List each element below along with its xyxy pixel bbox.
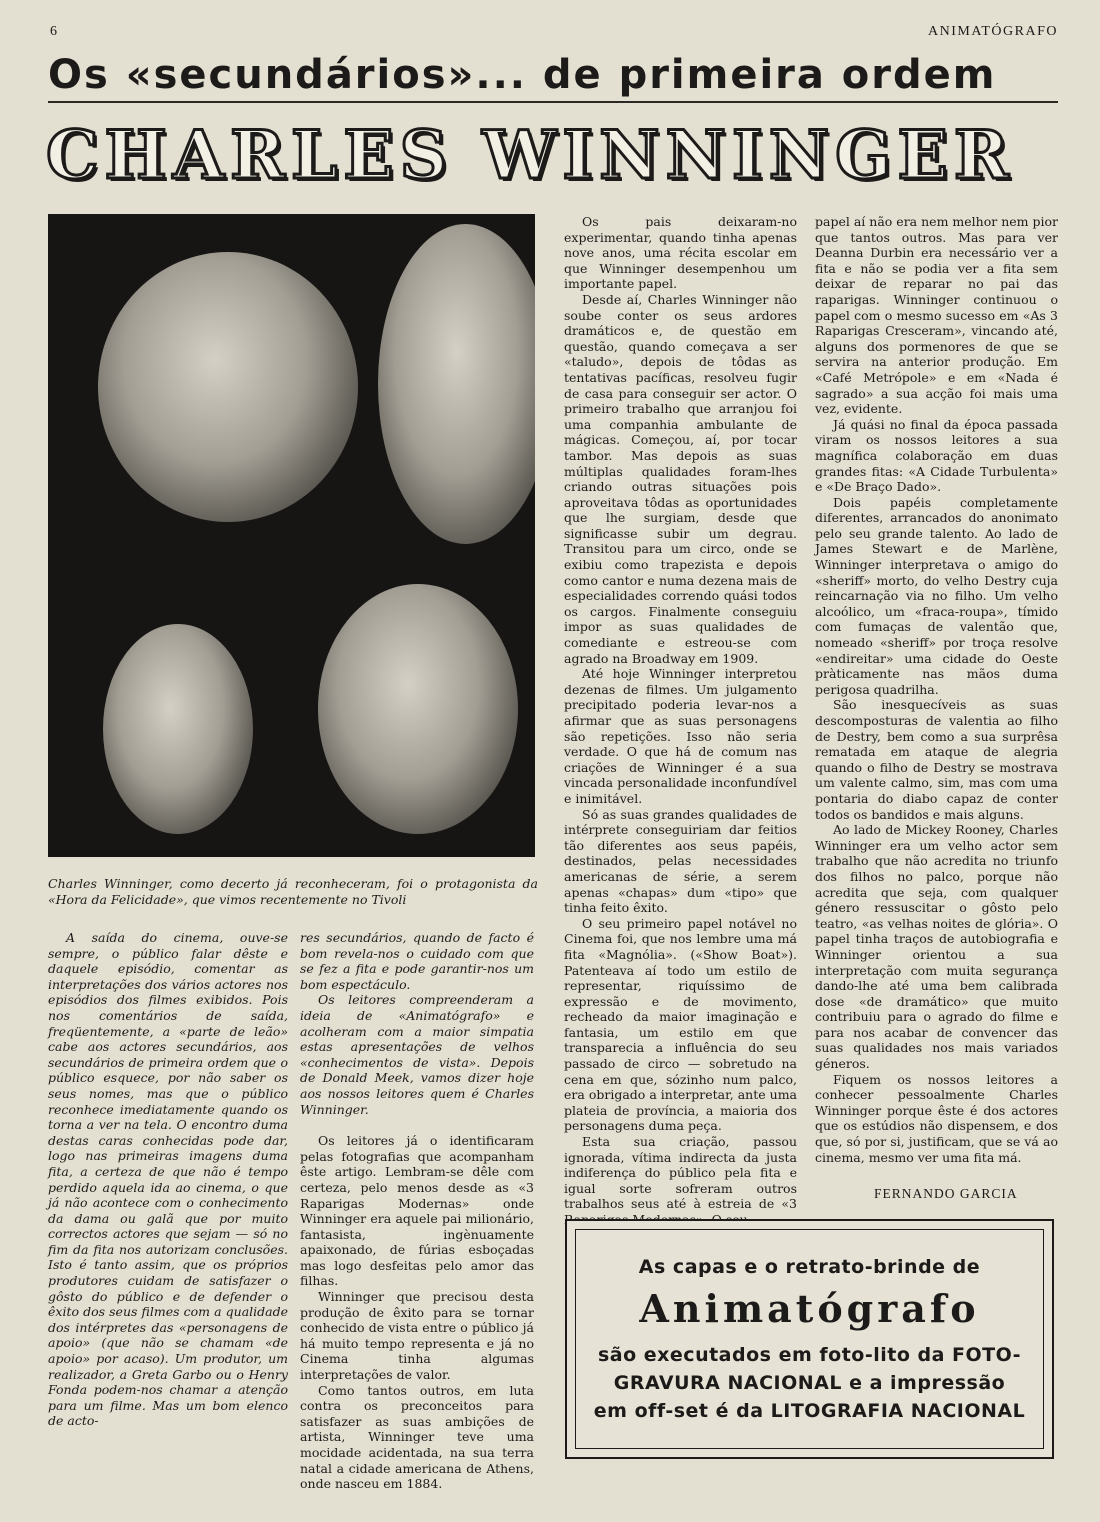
paragraph: Fiquem os nossos leitores a conhecer pessoalmente Charles Winninger porque êste é dos actores que os estúdios não dispensem, e dos que, só por si, justificam, que se vá ao cinema, mesmo ver uma fita má. [815, 1071, 1058, 1165]
paragraph: papel aí não era nem melhor nem pior que tantos outros. Mas para ver Deanna Durbin era necessário ver a fita e não se podia ver a fita sem deixar de reparar no pai das raparigas. Winninger continuou o papel com o mesmo sucesso em «As 3 Raparigas Cresceram», vincando até, alguns dos pormenores de que se servira na anterior produção. Em «Café Metrópole» e em «Nada é sagrado» a sua acção foi mais uma vez, evidente. [815, 214, 1058, 417]
paragraph: Até hoje Winninger interpretou dezenas de filmes. Um julgamento precipitado poderia levar-nos a afirmar que as suas personagens são repetições. Isso não seria verdade. O que há de comum nas criações de Winninger é a sua vincada personalidade inconfundível e inimitável. [564, 666, 797, 806]
advertisement-inner-frame [575, 1229, 1044, 1449]
paragraph: Os leitores compreenderam a ideia de «Animatógrafo» e acolheram com a maior simpatia estas apresentações de velhos «conhecimentos de vista». Depois de Donald Meek, vamos dizer hoje aos nossos leitores quem é Charles Winninger. [300, 992, 534, 1117]
paragraph: Esta sua criação, passou ignorada, vítima indirecta da justa indiferença do público pela fita e igual sorte sofreram outros trabalhos seus até à estreia de «3 [564, 1134, 797, 1212]
title-rule [48, 101, 1058, 103]
paragraph: Já quási no final da época passada viram os nossos leitores a sua magnífica colaboração em duas grandes fitas: «A Cidade Turbulenta» e «De Braço Dado». [815, 416, 1058, 495]
paragraph: São inesquecíveis as suas descomposturas de valentia ao filho de Destry, bem como a sua surprêsa rematada em ataque de alegria quando o filho de Destry se mostrava um valente calmo, sim, mas com uma pontaria do diabo capaz de conter todos os bandidos e mais alguns. [815, 697, 1058, 822]
ad-line-3: GRAVURA NACIONAL e a impressão [613, 1372, 1006, 1394]
paragraph: Ao lado de Mickey Rooney, Charles Winninger era um velho actor sem trabalho que não acredita no triunfo dos filhos no palco, porque não acredita que seja, com qualquer género ressuscitar o gôsto pelo teatro, «as velhas noites de glória». O papel tinha traços de autobiografia e Winninger orientou a sua interpretação com muita segurança dando-lhe até uma bem calibrada dose «de dramático» que muito contribuiu para o agrado do filme e para nos acabar de convencer das suas qualidades nos mais variados géneros. [815, 822, 1058, 1072]
page-number: 6 [50, 24, 58, 39]
portrait-face-laughing [98, 252, 358, 522]
advertisement-box [565, 1219, 1054, 1459]
paragraph: res secundários, quando de facto é bom revela-nos o cuidado com que se fez a fita e pode garantir-nos um bom espectáculo. [300, 930, 534, 992]
page-title: CHARLES WINNINGER [46, 116, 1015, 194]
ad-line-2: são executados em foto-lito da FOTO- [597, 1344, 1022, 1366]
paragraph: A saída do cinema, ouve-se sempre, o público falar dêste e daquele episódio, comentar as interpretações dos vários actores nos episódios dos filmes exibidos. Pois nos comentários de saída, freqüentemente, a «parte de leão» cabe aos actores secundários, aos secundários de primeira ordem que o público esquece, por não saber os seus nomes, mas que o público reconhece imediatamente quando os torna a ver na tela. O encontro duma destas caras conhecidas pode dar, logo nas primeiras imagens duma fita, a certeza de que não é tempo perdido aquela ida ao cinema, o que já não acontece com o conhecimento da dama ou galã que por muito correctos actores que sejam — só no fim da fita nos autorizam conclusões. Isto é tanto assim, que os próprios produtores cuidam de satisfazer o gôsto do público e de defender o êxito dos seus filmes com a qualidade dos intérpretes das «personagens de apoio» (que não se chamam «de apoio» por acaso). Um produtor, um realizador, a Greta Garbo ou o Henry Fonda podem-nos chamar a atenção para um filme. Mas um bom elenco de acto- [48, 930, 288, 1429]
paragraph: Dois papéis completamente diferentes, arrancados do anonimato pelo seu grande talento. Ao lado de James Stewart e de Marlène, Winninger interpretava o amigo do «sheriff» morto, do velho Destry cuja reincarnação via no filho. Um velho alcoólico, um «fraca-roupa», tímido com fumaças de valentão que, nomeado «sheriff» por troça resolve «endireitar» uma cidade do Oeste pràticamente nas mãos duma perigosa quadrilha. [815, 494, 1058, 697]
ad-line-4: em off-set é da LITOGRAFIA NACIONAL [593, 1400, 1026, 1422]
paragraph: Só as suas grandes qualidades de intérprete conseguiriam dar feitios tão diferentes aos seus papéis, destinados, pelas necessidades americanas de série, a serem apenas «chapas» dum «tipo» que tinha feito êxito. [564, 806, 797, 916]
article-column-3 [564, 214, 797, 1228]
portrait-face-solemn [318, 584, 518, 834]
article-column-4 [815, 214, 1058, 1165]
series-title: Os «secundários»... de primeira ordem [48, 52, 997, 98]
magazine-name: ANIMATÓGRAFO [927, 24, 1058, 39]
portrait-face-frowning [103, 624, 253, 834]
author-byline: FERNANDO GARCIA [874, 1186, 1018, 1201]
portrait-face-smiling [378, 224, 535, 544]
paragraph: Desde aí, Charles Winninger não soube conter os seus ardores dramáticos e, de questão em questão, quando começava a ser «taludo», depois de tôdas as tentativas pacíficas, resolveu fugir de casa para conseguir ser actor. O primeiro trabalho que arranjou foi uma companhia ambulante de mágicas. Começou, aí, por tocar tambor. Mas depois as suas múltiplas qualidades foram-lhes criando outras situações pois aproveitava tôdas as oportunidades que lhe surgiam, desde que significasse subir um degrau. Transitou para um circo, onde se exibiu como trapezista e depois como cantor e numa dezena mais de especialidades correndo quási todos os cargos. Finalmente conseguiu impor as suas qualidades de comediante e estreou-se com agrado na Broadway em 1909. [564, 291, 797, 666]
paragraph: Como tantos outros, em luta contra os preconceitos para satisfazer as suas ambições de artista, Winninger teve uma mocidade acidentada, na sua terra natal a cidade americana de Athens, onde nasceu em 1884. [300, 1382, 534, 1492]
ad-brand: Animatógrafo [639, 1286, 980, 1331]
photo-caption: Charles Winninger, como decerto já reconheceram, foi o protagonista da «Hora da Felicidade», que vimos recentemente no Tivoli [48, 876, 538, 907]
paragraph: Os leitores já o identificaram pelas fotografias que acompanham êste artigo. Lembram-se dêle com certeza, pelo menos desde as «3 Raparigas Modernas» onde Winninger era aquele pai milionário, fantasista, ingènuamente apaixonado, de fúrias esboçadas mas logo desfeitas pelo amor das filhas. [300, 1133, 534, 1289]
ad-line-1: As capas e o retrato-brinde de [638, 1256, 981, 1278]
article-column-2 [300, 930, 534, 1492]
paragraph: Winninger que precisou desta produção de êxito para se tornar conhecido de vista entre o público já há muito tempo representa e já no Cinema tinha algumas interpretações de valor. [300, 1289, 534, 1383]
portrait-montage-photo [48, 214, 535, 857]
paragraph: O seu primeiro papel notável no Cinema foi, que nos lembre uma má fita «Magnólia». («Show Boat»). Patenteava aí todo um estilo de representar, riquíssimo de expressão e de movimento, recheado da maior imaginação e fantasia, um estilo em que transparecia a influência do seu passado de circo — sobretudo na cena em que, sózinho num palco, era obrigado a interpretar, ante uma plateia de província, a maioria dos personagens duma peça. [564, 915, 797, 1134]
article-column-1 [48, 930, 288, 1429]
paragraph: Os pais deixaram-no experimentar, quando tinha apenas nove anos, uma récita escolar em que Winninger desempenhou um importante papel. [564, 214, 797, 292]
